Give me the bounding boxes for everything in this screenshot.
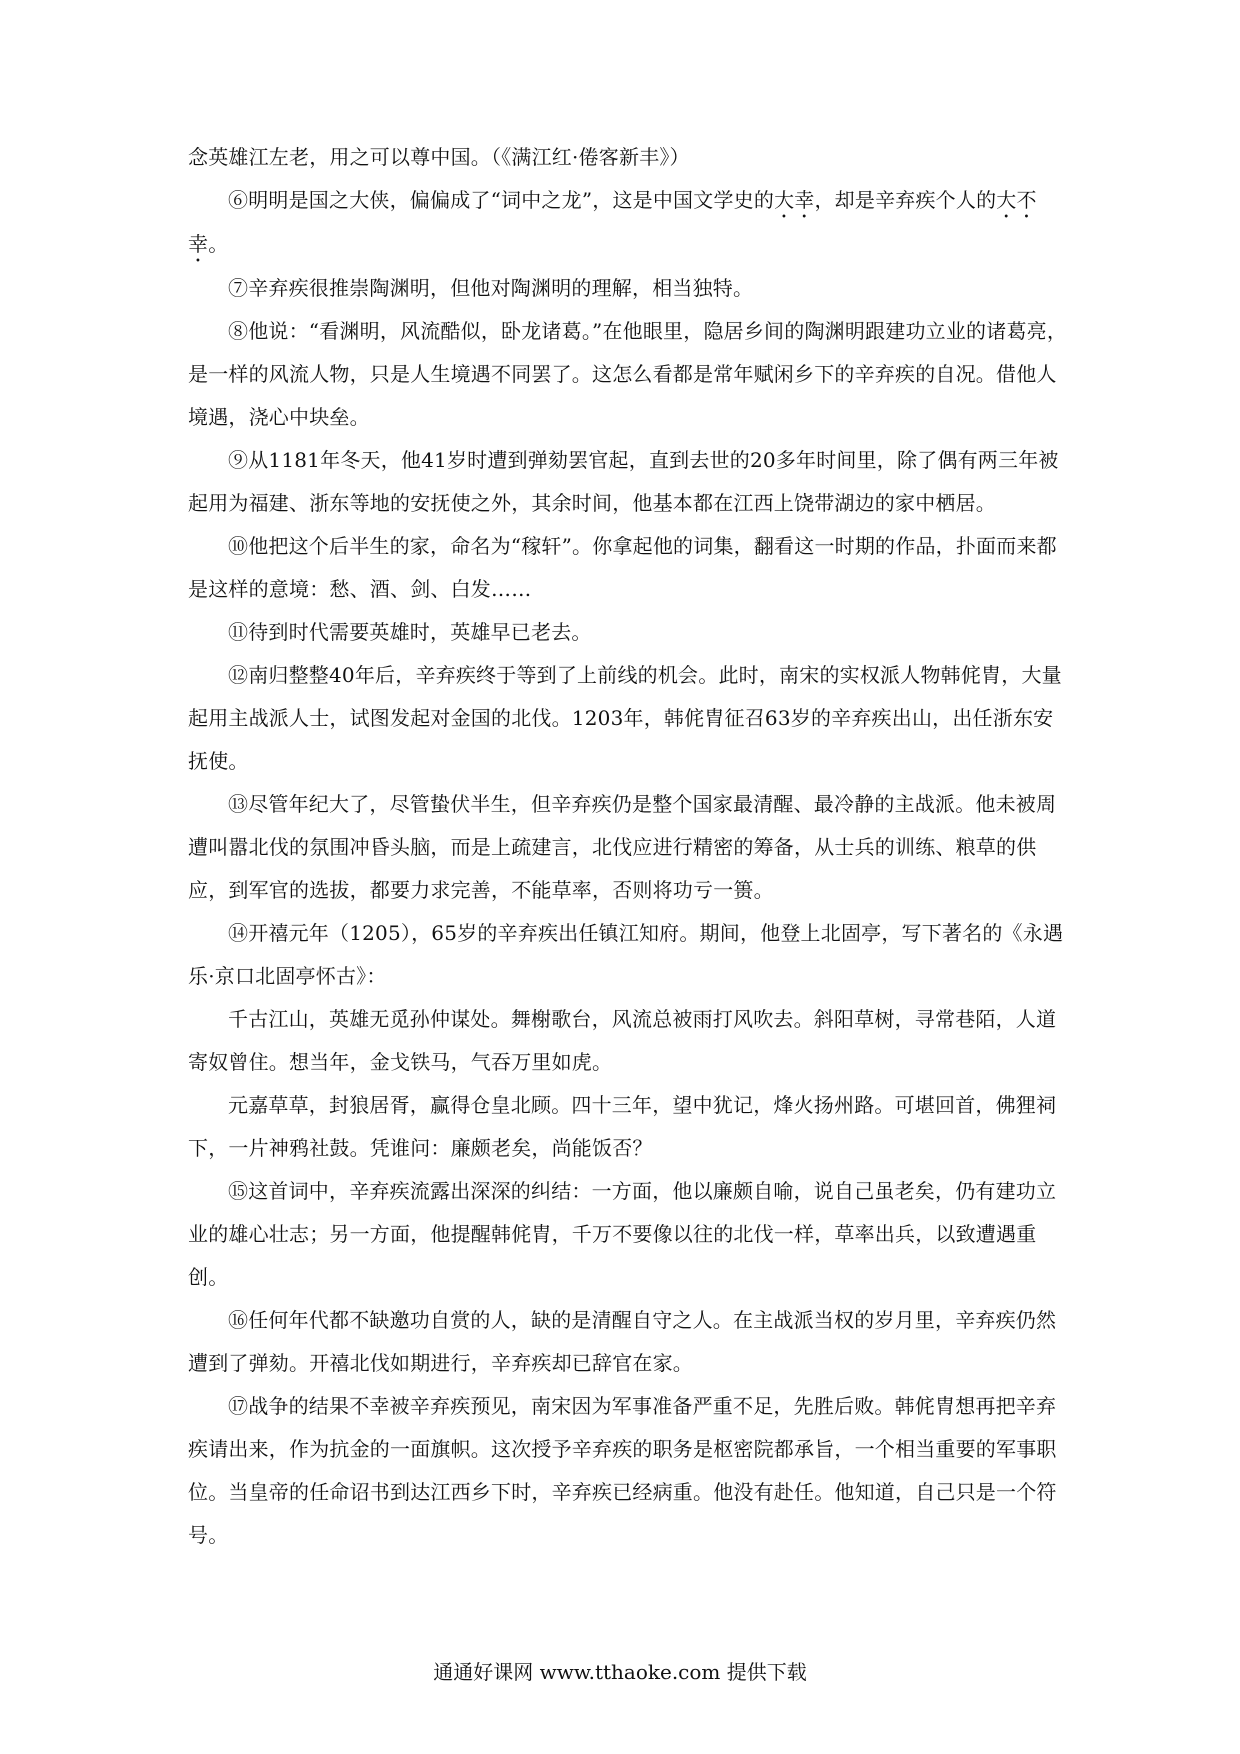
poem-stanza-2: 元嘉草草，封狼居胥，赢得仓皇北顾。四十三年，望中犹记，烽火扬州路。可堪回首，佛狸祠下，一片神鸦社鼓。凭谁问：廉颇老矣，尚能饭否？ [188,1093,1057,1160]
paragraph-7: ⑦辛弃疾很推崇陶渊明，但他对陶渊明的理解，相当独特。 [228,276,754,300]
page-footer: 通通好课网 www.tthaoke.com 提供下载 [433,1660,807,1684]
text-segment: ⑥明明是国之大侠，偏偏成了“词中之龙”，这是中国文学史的 [228,188,775,212]
paragraph-16: ⑯任何年代都不缺邀功自赏的人，缺的是清醒自守之人。在主战派当权的岁月里，辛弃疾仍然遭到了弹劾。开禧北伐如期进行，辛弃疾却已辞官在家。 [188,1308,1057,1375]
paragraph-0: 念英雄江左老，用之可以尊中国。（《满江红·倦客新丰》） [188,145,690,169]
paragraph-14: ⑭开禧元年（1205），65岁的辛弃疾出任镇江知府。期间，他登上北固亭，写下著名的《永遇乐·京口北固亭怀古》： [188,921,1064,988]
text-segment: ，却是辛弃疾个人的 [814,188,997,212]
text-segment: 。 [208,232,229,256]
paragraph-11: ⑪待到时代需要英雄时，英雄早已老去。 [228,620,592,644]
poem-stanza-1: 千古江山，英雄无觅孙仲谋处。舞榭歌台，风流总被雨打风吹去。斜阳草树，寻常巷陌，人道寄奴曾住。想当年，金戈铁马，气吞万里如虎。 [188,1007,1057,1074]
paragraph-9: ⑨从1181年冬天，他41岁时遭到弹劾罢官起，直到去世的20多年时间里，除了偶有两三年被起用为福建、浙东等地的安抚使之外，其余时间，他基本都在江西上饶带湖边的家中栖居。 [188,448,1059,515]
paragraph-10: ⑩他把这个后半生的家，命名为“稼轩”。你拿起他的词集，翻看这一时期的作品，扑面而来都是这样的意境：愁、酒、剑、白发…… [188,534,1057,601]
paragraph-6 [188,179,1068,267]
emphasized-text: 大不幸 [188,188,1037,256]
emphasized-text: 大幸 [774,188,815,212]
paragraph-17: ⑰战争的结果不幸被辛弃疾预见，南宋因为军事准备严重不足，先胜后败。韩侂胄想再把辛弃疾请出来，作为抗金的一面旗帜。这次授予辛弃疾的职务是枢密院都承旨，一个相当重要的军事职位。当皇帝的任命诏书到达江西乡下时，辛弃疾已经病重。他没有赴任。他知道，自己只是一个符号。 [188,1394,1057,1547]
paragraph-15: ⑮这首词中，辛弃疾流露出深深的纠结：一方面，他以廉颇自喻，说自己虽老矣，仍有建功立业的雄心壮志；另一方面，他提醒韩侂胄，千万不要像以往的北伐一样，草率出兵，以致遭遇重创。 [188,1179,1057,1289]
paragraph-8: ⑧他说：“看渊明，风流酷似，卧龙诸葛。”在他眼里，隐居乡间的陶渊明跟建功立业的诸葛亮，是一样的风流人物，只是人生境遇不同罢了。这怎么看都是常年赋闲乡下的辛弃疾的自况。借他人境遇，浇心中块垒。 [188,319,1068,429]
paragraph-13: ⑬尽管年纪大了，尽管蛰伏半生，但辛弃疾仍是整个国家最清醒、最冷静的主战派。他未被周遭叫嚣北伐的氛围冲昏头脑，而是上疏建言，北伐应进行精密的筹备，从士兵的训练、粮草的供应，到军官的选拔，都要力求完善，不能草率，否则将功亏一篑。 [188,792,1057,902]
paragraph-12: ⑫南归整整40年后，辛弃疾终于等到了上前线的机会。此时，南宋的实权派人物韩侂胄，大量起用主战派人士，试图发起对金国的北伐。1203年，韩侂胄征召63岁的辛弃疾出山，出任浙东安抚使。 [188,663,1062,773]
article-body [188,136,1068,1557]
